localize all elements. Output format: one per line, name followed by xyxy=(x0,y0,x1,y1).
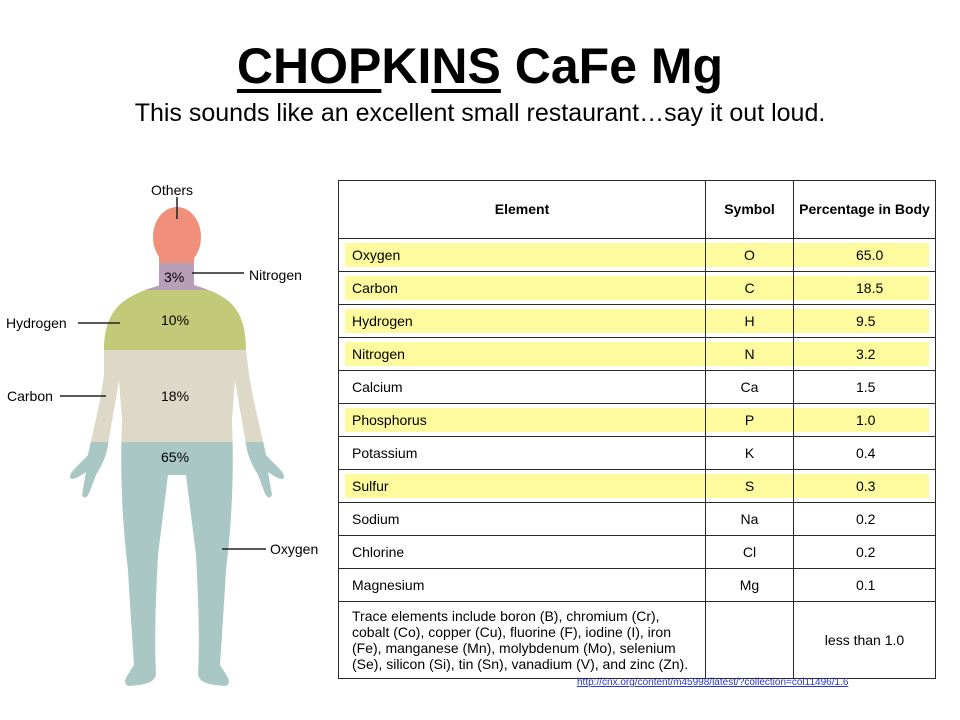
cell-percent xyxy=(794,371,936,404)
cell-percent xyxy=(794,470,936,503)
cell-text: Phosphorus xyxy=(352,412,427,428)
label-oxygen: Oxygen xyxy=(270,541,319,557)
subtitle: This sounds like an excellent small restaurant…say it out loud. xyxy=(134,99,826,127)
pct-hydrogen: 10% xyxy=(161,312,190,328)
cell-text: Magnesium xyxy=(352,577,425,593)
table-row-trace xyxy=(339,602,936,679)
cell-text: P xyxy=(744,412,755,428)
cell-percent xyxy=(794,437,936,470)
cell-symbol xyxy=(706,569,794,602)
pct-oxygen: 65% xyxy=(161,449,190,465)
cell-text: Oxygen xyxy=(352,247,401,263)
cell-text: C xyxy=(744,280,755,296)
cell-text: H xyxy=(744,313,755,329)
element-table xyxy=(338,180,936,679)
table-body xyxy=(339,239,936,679)
cell-symbol xyxy=(706,404,794,437)
cell-text: O xyxy=(744,247,755,263)
cell-element xyxy=(339,503,706,536)
cell-element xyxy=(339,470,706,503)
cell-percent xyxy=(794,536,936,569)
header-element: Element xyxy=(339,181,706,239)
cell-text: 0.2 xyxy=(856,544,876,560)
table-row xyxy=(339,536,936,569)
cell-text: 0.3 xyxy=(856,478,876,494)
table-row xyxy=(339,371,936,404)
cell-text: Nitrogen xyxy=(352,346,405,362)
table-row xyxy=(339,272,936,305)
cell-trace-percent: less than 1.0 xyxy=(794,602,936,679)
human-body-diagram xyxy=(0,175,335,720)
cell-text: Sodium xyxy=(352,511,400,527)
cell-text: Mg xyxy=(739,577,760,593)
cell-text: 0.2 xyxy=(856,511,876,527)
cell-percent xyxy=(794,272,936,305)
table-header-row xyxy=(339,181,936,239)
label-nitrogen: Nitrogen xyxy=(249,267,302,283)
cell-percent xyxy=(794,569,936,602)
page-title xyxy=(0,38,960,94)
cell-symbol xyxy=(706,536,794,569)
cell-symbol xyxy=(706,503,794,536)
cell-text: 1.5 xyxy=(856,379,876,395)
cell-text: Carbon xyxy=(352,280,398,296)
cell-trace-symbol xyxy=(706,602,794,679)
cell-symbol xyxy=(706,272,794,305)
title-ns: NS xyxy=(431,38,501,94)
label-hydrogen: Hydrogen xyxy=(6,315,67,331)
cell-element xyxy=(339,404,706,437)
cell-symbol xyxy=(706,338,794,371)
table-row xyxy=(339,338,936,371)
cell-text: S xyxy=(744,478,755,494)
cell-percent xyxy=(794,239,936,272)
cell-text: Cl xyxy=(742,544,757,560)
title-cafe-mg: CaFe Mg xyxy=(500,38,724,94)
header-symbol: Symbol xyxy=(706,181,794,239)
table-row xyxy=(339,404,936,437)
source-link[interactable]: http://cnx.org/content/m45998/latest/?collection=col11496/1.6 xyxy=(577,677,849,688)
cell-element xyxy=(339,536,706,569)
cell-symbol xyxy=(706,239,794,272)
cell-symbol xyxy=(706,371,794,404)
cell-text: 3.2 xyxy=(856,346,876,362)
cell-percent xyxy=(794,404,936,437)
cell-element xyxy=(339,437,706,470)
cell-text: Potassium xyxy=(352,445,418,461)
cell-text: 0.4 xyxy=(856,445,876,461)
cell-text: Sulfur xyxy=(352,478,389,494)
table-row xyxy=(339,569,936,602)
cell-element xyxy=(339,569,706,602)
title-chop: CHOP xyxy=(236,38,382,94)
cell-element xyxy=(339,239,706,272)
title-ki: KI xyxy=(381,38,432,94)
cell-symbol xyxy=(706,305,794,338)
cell-text: 65.0 xyxy=(856,247,884,263)
cell-element xyxy=(339,338,706,371)
header-percentage: Percentage in Body xyxy=(794,181,936,239)
cell-symbol xyxy=(706,437,794,470)
cell-text: Calcium xyxy=(352,379,403,395)
row-highlight xyxy=(345,276,705,300)
cell-text: 0.1 xyxy=(856,577,876,593)
cell-text: Chlorine xyxy=(352,544,405,560)
label-others: Others xyxy=(151,182,194,198)
cell-text: 18.5 xyxy=(856,280,884,296)
cell-element xyxy=(339,371,706,404)
cell-text: 1.0 xyxy=(856,412,876,428)
region-oxygen xyxy=(0,442,335,720)
cell-text: 9.5 xyxy=(856,313,876,329)
cell-text: K xyxy=(744,445,755,461)
cell-trace-text: Trace elements include boron (B), chromium (Cr), cobalt (Co), copper (Cu), fluorine (F), iodine (I), iron (Fe), manganese (Mn), molybdenum (Mo), selenium (Se), silicon (Si), tin (Sn), vanadium (V), and zinc (Zn). xyxy=(339,602,706,679)
cell-text: Ca xyxy=(740,379,759,395)
table-row xyxy=(339,239,936,272)
cell-percent xyxy=(794,503,936,536)
table-row xyxy=(339,503,936,536)
cell-percent xyxy=(794,338,936,371)
table-row xyxy=(339,305,936,338)
cell-text: Na xyxy=(740,511,759,527)
body-composition-figure xyxy=(0,175,335,720)
table-row xyxy=(339,470,936,503)
label-carbon: Carbon xyxy=(7,388,53,404)
cell-symbol xyxy=(706,470,794,503)
table-row xyxy=(339,437,936,470)
cell-text: Hydrogen xyxy=(352,313,413,329)
pct-carbon: 18% xyxy=(161,388,190,404)
cell-element xyxy=(339,272,706,305)
row-highlight xyxy=(345,474,705,498)
cell-text: N xyxy=(744,346,755,362)
pct-nitrogen: 3% xyxy=(164,269,185,285)
cell-percent xyxy=(794,305,936,338)
cell-element xyxy=(339,305,706,338)
